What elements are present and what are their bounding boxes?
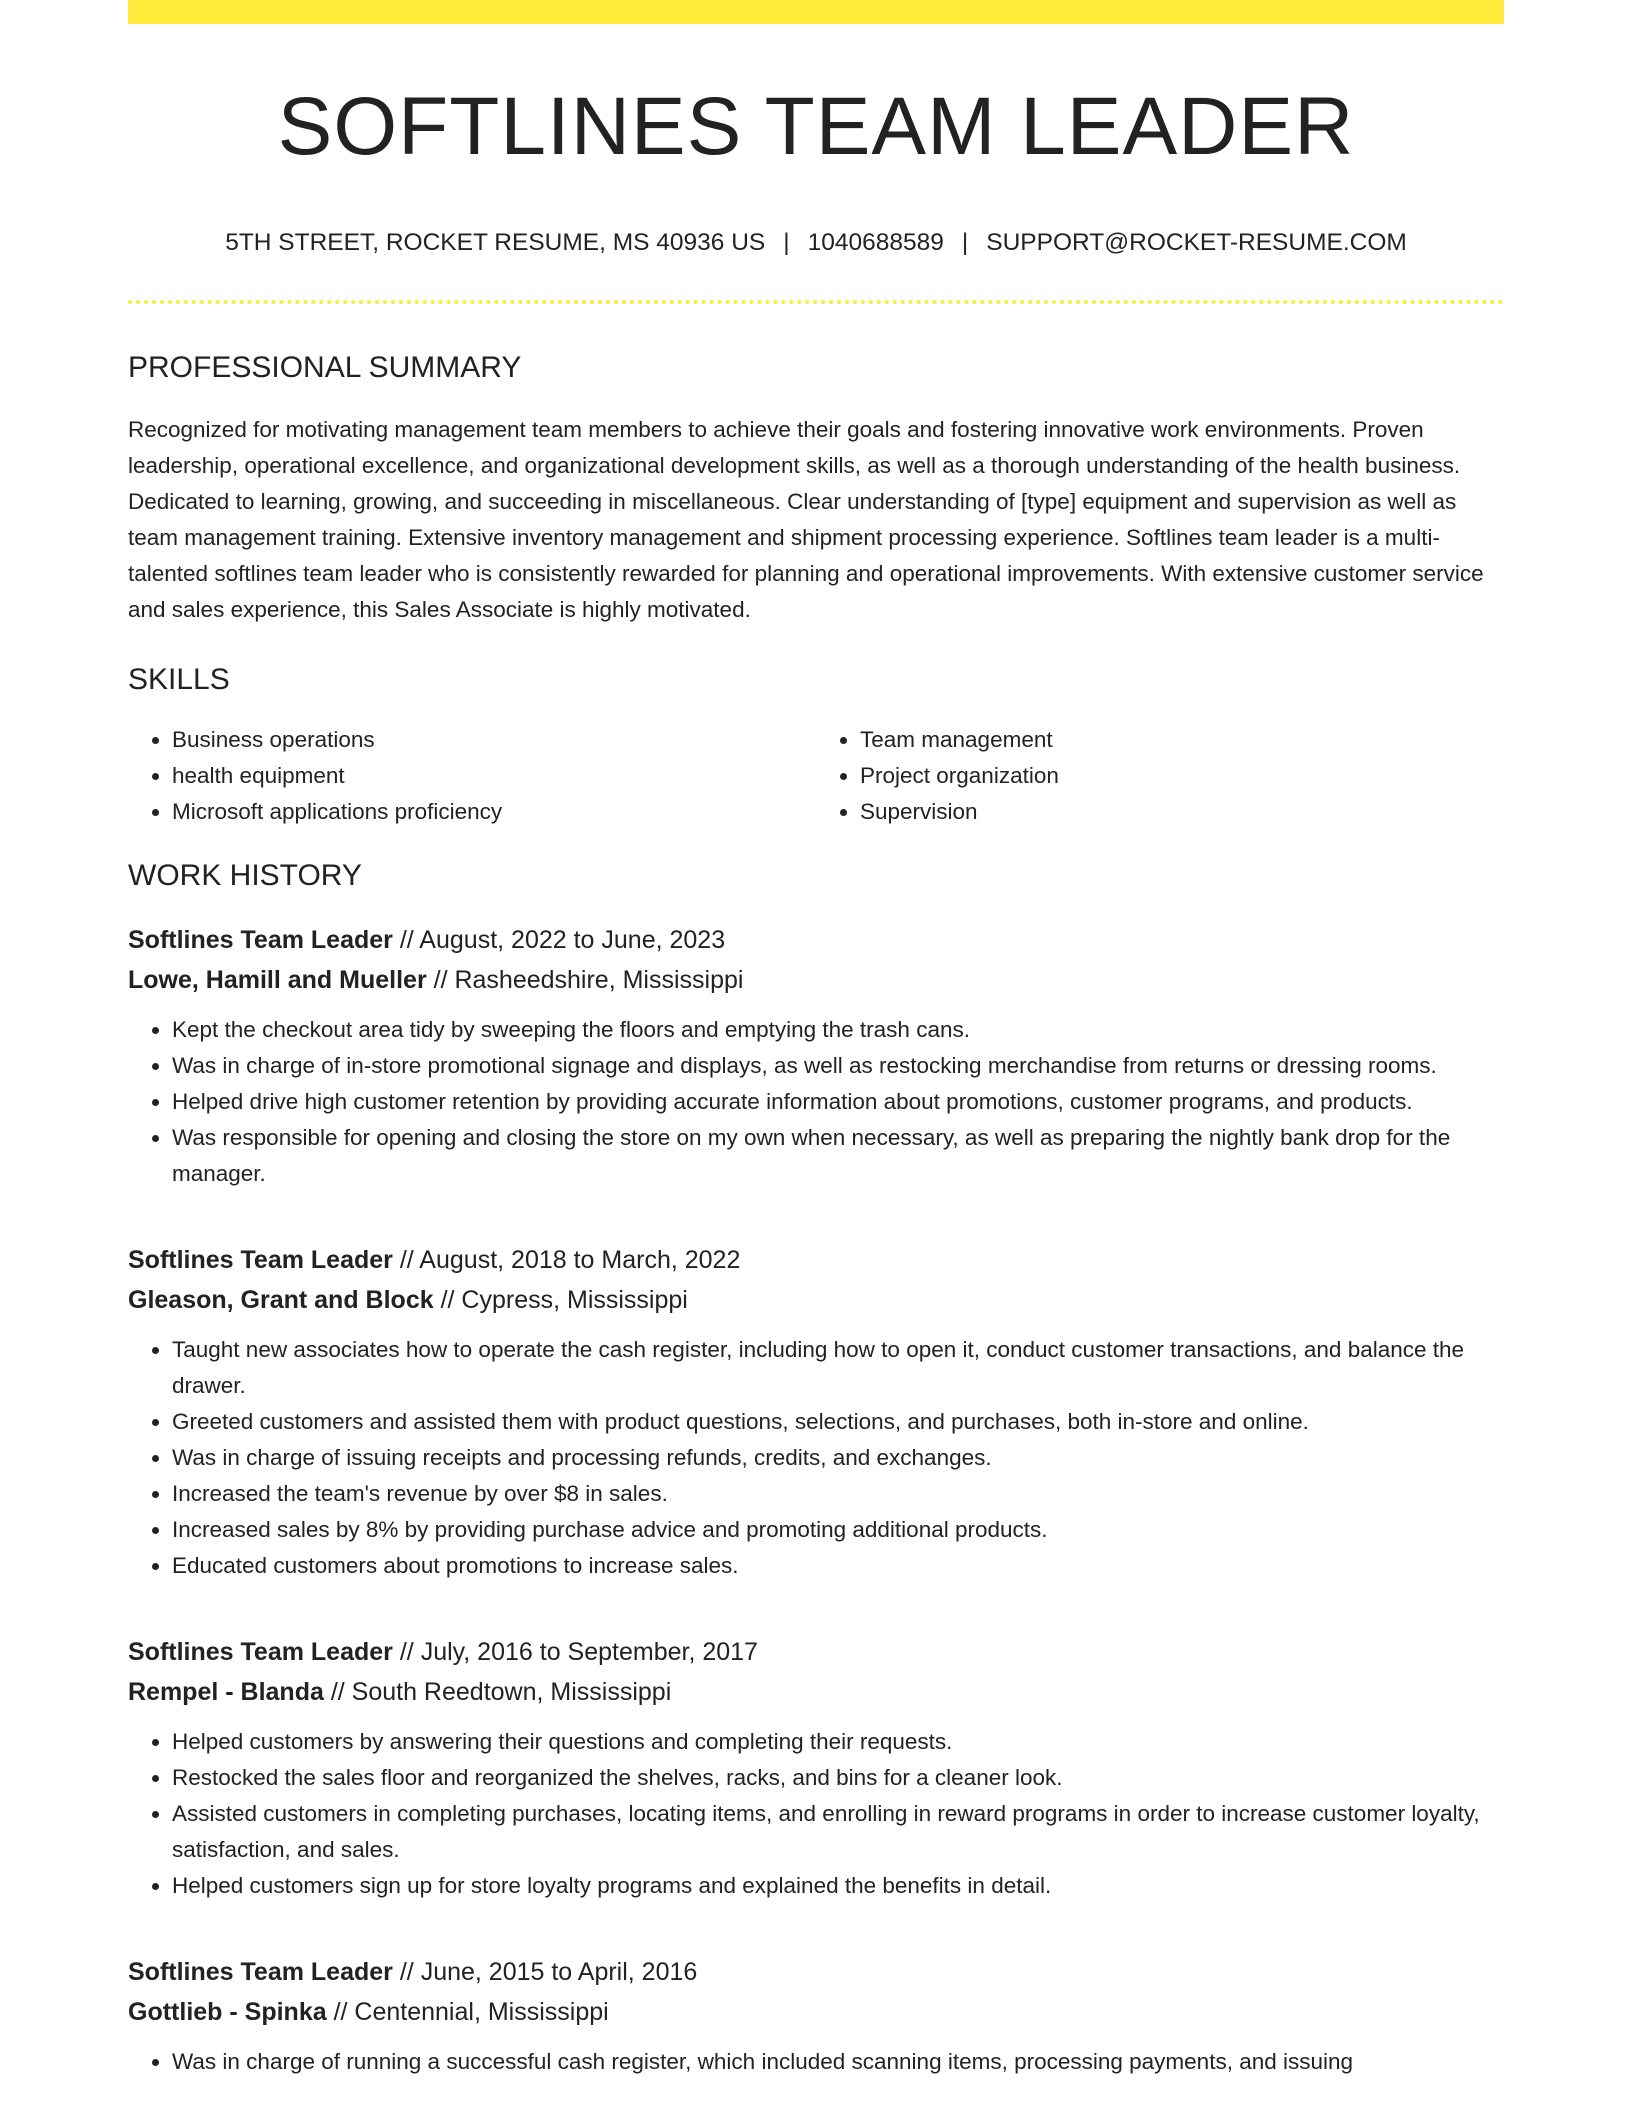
job-title-line [128,920,1504,960]
job-company: Rempel - Blanda [128,1677,324,1706]
job-dates: // August, 2018 to March, 2022 [392,1245,741,1274]
job-title: Softlines Team Leader [128,1637,393,1666]
job-title-line [128,1632,1504,1672]
skills-list-left [128,722,816,830]
job-dates: // August, 2022 to June, 2023 [392,925,726,954]
duty-item: • Restocked the sales floor and reorganized the shelves, racks, and bins for a cleaner look. [172,1760,1504,1796]
job-company: Lowe, Hamill and Mueller [128,965,427,994]
duty-item: • Educated customers about promotions to increase sales. [172,1548,1504,1584]
duty-item: • Kept the checkout area tidy by sweeping the floors and emptying the trash cans. [172,1012,1504,1048]
job-title-line [128,1240,1504,1280]
job-company-line [128,1672,1504,1712]
job-title: Softlines Team Leader [128,1245,393,1274]
job-entry [128,1952,1504,2080]
contact-separator: | [783,229,790,257]
skill-item: • Microsoft applications proficiency [172,794,816,830]
duty-item: • Greeted customers and assisted them with product questions, selections, and purchases, both in-store and online. [172,1404,1504,1440]
duty-item: • Was in charge of in-store promotional signage and displays, as well as restocking merchandise from returns or dressing rooms. [172,1048,1504,1084]
resume-name: SOFTLINES TEAM LEADER [277,81,1355,172]
contact-line [128,228,1504,257]
job-dates: // June, 2015 to April, 2016 [392,1957,698,1986]
skill-item: • health equipment [172,758,816,794]
skill-item: • Supervision [860,794,1504,830]
job-entry [128,1240,1504,1584]
duty-item: • Taught new associates how to operate the cash register, including how to open it, conduct customer transactions, and balance the drawer. [172,1332,1504,1404]
summary-text: Recognized for motivating management team members to achieve their goals and fostering innovative work environments. Proven leadership, operational excellence, and organizational development skills, as well as a thorough understanding of the health business. Dedicated to learning, growing, and succeeding in miscellaneous. Clear understanding of [type] equipment and supervision as well as team management training. Extensive inventory management and shipment processing experience. Softlines team leader is a multi-talented softlines team leader who is consistently rewarded for planning and operational improvements. With extensive customer service and sales experience, this Sales Associate is highly motivated. [128,416,1484,622]
contact-separator: | [961,229,969,257]
job-company-line [128,1992,1504,2032]
job-location: // Rasheedshire, Mississippi [426,965,744,994]
job-company: Gottlieb - Spinka [128,1997,327,2026]
job-dates: // July, 2016 to September, 2017 [392,1637,758,1666]
job-company-line [128,1280,1504,1320]
job-entry [128,920,1504,1192]
contact-email: SUPPORT@ROCKET-RESUME.COM [986,229,1407,257]
duty-item: • Increased the team's revenue by over $8 in sales. [172,1476,1504,1512]
skill-item: • Project organization [860,758,1504,794]
job-duties [128,1724,1504,1904]
job-title: Softlines Team Leader [128,1957,393,1986]
skills-grid [128,722,1504,830]
duty-item: • Helped customers sign up for store loyalty programs and explained the benefits in detail. [172,1868,1504,1904]
work-history-heading: WORK HISTORY [128,858,362,892]
job-location: // South Reedtown, Mississippi [323,1677,672,1706]
job-entry [128,1632,1504,1904]
resume-page [128,0,1504,2080]
duty-item: • Was in charge of issuing receipts and processing refunds, credits, and exchanges. [172,1440,1504,1476]
duty-item: • Increased sales by 8% by providing purchase advice and promoting additional products. [172,1512,1504,1548]
summary-heading: PROFESSIONAL SUMMARY [128,350,522,384]
skill-item: • Business operations [172,722,816,758]
duty-item: • Was responsible for opening and closing the store on my own when necessary, as well as preparing the nightly bank drop for the manager. [172,1120,1504,1192]
skills-heading: SKILLS [128,662,230,696]
job-title: Softlines Team Leader [128,925,393,954]
duty-item: • Helped customers by answering their questions and completing their requests. [172,1724,1504,1760]
job-location: // Centennial, Mississippi [326,1997,609,2026]
job-duties [128,2044,1504,2080]
job-title-line [128,1952,1504,1992]
contact-phone: 1040688589 [807,229,944,257]
duty-item: • Helped drive high customer retention by providing accurate information about promotions, customer programs, and products. [172,1084,1504,1120]
duty-item: • Assisted customers in completing purchases, locating items, and enrolling in reward programs in order to increase customer loyalty, satisfaction, and sales. [172,1796,1504,1868]
skills-list-right [816,722,1504,830]
job-duties [128,1012,1504,1192]
job-company: Gleason, Grant and Block [128,1285,434,1314]
job-company-line [128,960,1504,1000]
contact-address: 5TH STREET, ROCKET RESUME, MS 40936 US [225,229,766,257]
job-location: // Cypress, Mississippi [433,1285,688,1314]
dotted-divider [128,300,1504,304]
duty-item: • Was in charge of running a successful cash register, which included scanning items, processing payments, and issuing [172,2044,1504,2080]
top-accent-bar [128,0,1504,24]
job-duties [128,1332,1504,1584]
skill-item: • Team management [860,722,1504,758]
